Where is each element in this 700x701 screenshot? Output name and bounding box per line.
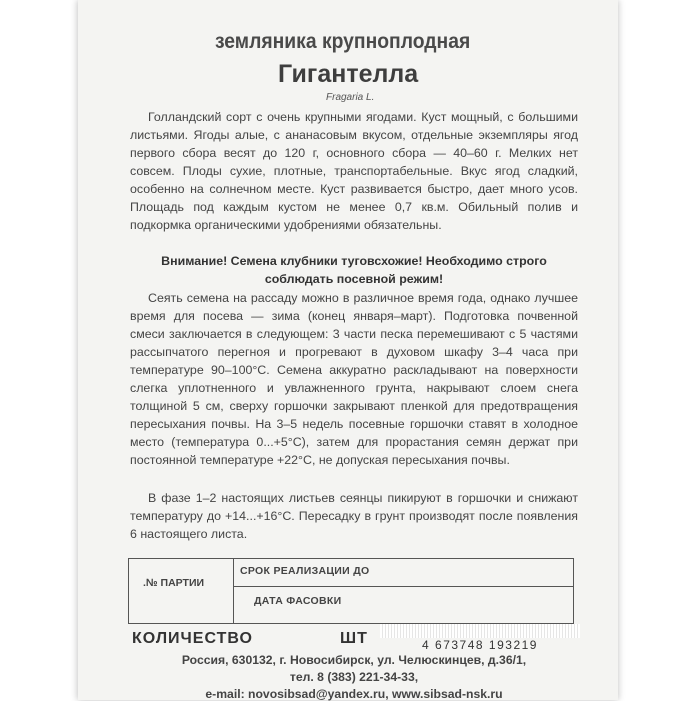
product-title: земляника крупноплодная <box>214 30 471 53</box>
email-line: e-mail: novosibsad@yandex.ru, www.sibsad-nsk.ru <box>205 687 503 701</box>
latin-name: Fragaria L. <box>326 92 375 103</box>
expiry-cell <box>234 559 573 587</box>
batch-number-label: .№ ПАРТИИ <box>143 577 205 589</box>
transplant-paragraph: В фазе 1–2 настоящих листьев сеянцы пикируют в горшочки и снижают температуру до +14...+16°C. Пересадку в грунт производят после появления 6 настоящего листа. <box>130 491 578 541</box>
address-line: Россия, 630132, г. Новосибирск, ул. Челюскинцев, д.36/1, <box>181 653 527 667</box>
pack-date-label: ДАТА ФАСОВКИ <box>254 595 342 607</box>
description-paragraph: Голландский сорт с очень крупными ягодами. Куст мощный, с большими листьями. Ягоды алые, с ананасовым вкусом, отдельные экземпляры ягод первого сбора весят до 120 г, основного сбора — 40–60 г. Мелких нет совсем. Плоды сухие, плотные, транспортабельные. Вкус ягод сладкий, особенно на солнечном месте. Куст развивается быстро, дает много усов. Площадь под каждым кустом не менее 0,7 кв.м. Обильный полив и подкормка органическими удобрениями обязательны. <box>130 110 578 232</box>
sowing-paragraph: Сеять семена на рассаду можно в различное время года, однако лучшее время для посева — зима (конец января–март). Подготовка почвенной смеси заключается в следующем: 3 части песка перемешивают с 5 частями рассыпчатого перегноя и прогревают в духовом шкафу 3–4 часа при температуре 90–100°C. Семена аккуратно раскладывают на поверхности слегка уплотненного и увлажненного грунта, накрывают слоем снега толщиной 5 см, сверху горшочки закрывают пленкой для предотвращения пересыхания почвы. На 3–5 недель посевные горшочки ставят в холодное место (температура 0...+5°C), затем для прорастания семян держат при постоянной температуре +22°C, не допуская пересыхания почвы. <box>130 291 578 467</box>
pack-date-cell <box>234 587 573 623</box>
variety-name: Гигантелла <box>278 60 419 88</box>
barcode-number: 4 673748 193219 <box>380 638 580 652</box>
quantity-label: КОЛИЧЕСТВО <box>132 630 253 647</box>
unit-label: ШТ <box>340 630 368 647</box>
batch-number-cell <box>129 559 234 623</box>
expiry-label: СРОК РЕАЛИЗАЦИИ ДО <box>240 565 370 577</box>
barcode <box>380 624 580 652</box>
batch-info-table <box>128 558 574 624</box>
warning-text: Внимание! Семена клубники туговсхожие! Необходимо строго соблюдать посевной режим! <box>161 254 547 286</box>
phone-line: тел. 8 (383) 221-34-33, <box>289 670 419 684</box>
